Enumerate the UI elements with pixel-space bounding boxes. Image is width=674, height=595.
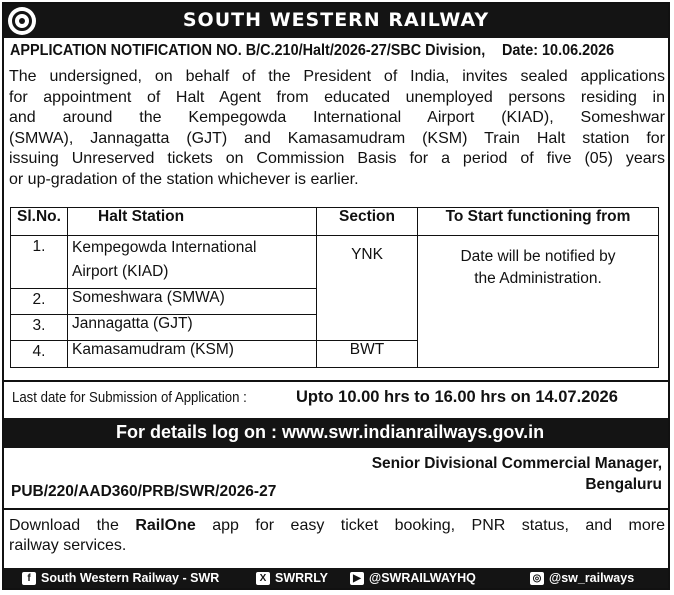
download-line bbox=[9, 516, 665, 536]
youtube-icon: ▶ bbox=[350, 572, 364, 585]
row-station: Someshwara (SMWA) bbox=[68, 289, 317, 315]
row-slno: 2. bbox=[11, 289, 68, 315]
header-band bbox=[4, 4, 668, 38]
col-header-section: Section bbox=[317, 208, 418, 236]
download-text: Download the bbox=[9, 517, 136, 534]
table-header-row bbox=[11, 208, 659, 236]
notification-number: APPLICATION NOTIFICATION NO. B/C.210/Halt/2026-27/SBC Division, bbox=[10, 42, 486, 59]
body-line: and around the Kempegowda International Airport (KIAD), Someshwar bbox=[9, 109, 665, 127]
footer-instagram[interactable] bbox=[530, 571, 634, 585]
start-line: Date will be notified by bbox=[460, 248, 616, 265]
col-header-station: Halt Station bbox=[68, 208, 317, 236]
halt-station-table bbox=[10, 207, 659, 368]
body-line: or up-gradation of the station whichever is earlier. bbox=[9, 170, 359, 188]
notice-body bbox=[9, 67, 665, 191]
download-text: app for easy ticket booking, PNR status, and more bbox=[195, 517, 665, 534]
row-slno: 4. bbox=[11, 341, 68, 368]
details-band bbox=[4, 418, 668, 448]
section-bwt: BWT bbox=[317, 341, 418, 368]
footer-youtube[interactable] bbox=[350, 571, 476, 585]
facebook-icon: f bbox=[22, 572, 36, 585]
start-line: the Administration. bbox=[474, 270, 602, 287]
app-name: RailOne bbox=[135, 517, 196, 534]
body-line: issuing Unreserved tickets on Commission Basis for a period of five (05) years bbox=[9, 150, 665, 168]
signatory-location: Bengaluru bbox=[585, 476, 662, 493]
body-line: for appointment of Halt Agent from educated unemployed persons residing in bbox=[9, 88, 665, 106]
signatory-title: Senior Divisional Commercial Manager, bbox=[371, 455, 662, 472]
social-footer bbox=[4, 568, 668, 588]
last-date-label: Last date for Submission of Application : bbox=[12, 389, 247, 406]
table-row bbox=[11, 236, 659, 289]
footer-label: SWRRLY bbox=[275, 571, 329, 585]
body-line: (SMWA), Jannagatta (GJT) and Kamasamudram (KSM) Train Halt station for bbox=[9, 129, 665, 147]
row-station: Jannagatta (GJT) bbox=[68, 315, 317, 341]
divider bbox=[4, 508, 668, 510]
last-date-line bbox=[12, 388, 618, 406]
col-header-slno: Sl.No. bbox=[11, 208, 68, 236]
station-line: Airport (KIAD) bbox=[72, 263, 169, 280]
publication-reference: PUB/220/AAD360/PRB/SWR/2026-27 bbox=[11, 483, 277, 500]
footer-x[interactable] bbox=[256, 571, 328, 585]
last-date-value: Upto 10.00 hrs to 16.00 hrs on 14.07.2026 bbox=[296, 388, 618, 406]
notification-date: Date: 10.06.2026 bbox=[501, 42, 615, 59]
footer-facebook[interactable] bbox=[22, 571, 219, 585]
footer-label: South Western Railway - SWR bbox=[41, 571, 220, 585]
details-link-text[interactable]: For details log on : www.swr.indianrailways.gov.in bbox=[116, 422, 545, 442]
section-ynk: YNK bbox=[317, 236, 418, 341]
row-station bbox=[68, 236, 317, 289]
footer-label: @sw_railways bbox=[549, 571, 635, 585]
download-line: railway services. bbox=[9, 537, 127, 554]
divider bbox=[4, 380, 668, 382]
row-slno: 3. bbox=[11, 315, 68, 341]
start-functioning bbox=[418, 236, 659, 368]
notification-line bbox=[10, 42, 661, 60]
col-header-start: To Start functioning from bbox=[418, 208, 659, 236]
instagram-icon: ◎ bbox=[530, 572, 544, 585]
body-line: The undersigned, on behalf of the President of India, invites sealed applications bbox=[9, 68, 665, 85]
x-icon: X bbox=[256, 572, 270, 585]
row-station: Kamasamudram (KSM) bbox=[68, 341, 317, 368]
station-line: Kempegowda International bbox=[72, 239, 257, 256]
row-slno: 1. bbox=[11, 236, 68, 289]
footer-label: @SWRAILWAYHQ bbox=[369, 571, 476, 585]
download-promo bbox=[9, 516, 665, 556]
header-title: SOUTH WESTERN RAILWAY bbox=[182, 9, 490, 31]
